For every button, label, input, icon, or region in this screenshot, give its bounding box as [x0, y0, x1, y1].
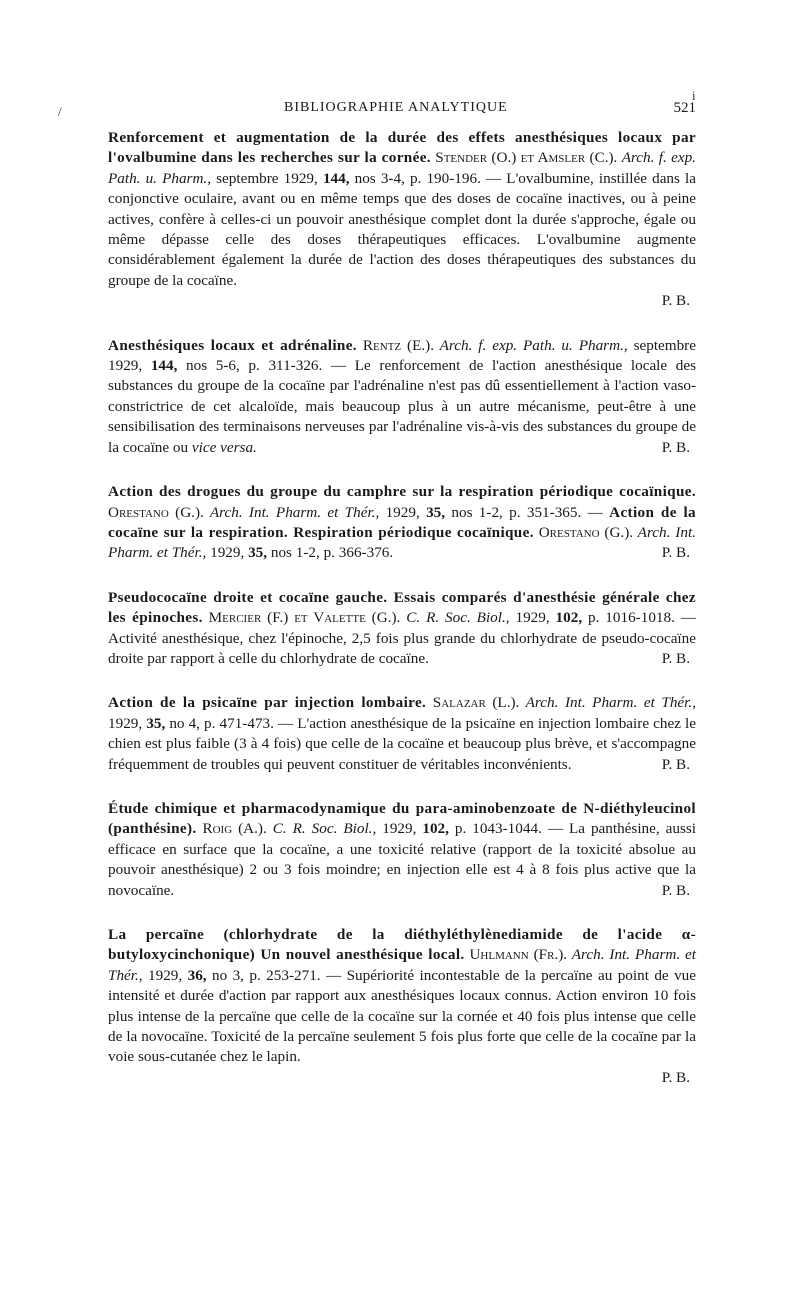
- page-number: 521: [673, 100, 696, 116]
- entry-volume: 102,: [422, 820, 449, 838]
- entry-ref-pages: no 3, p. 253-271.: [206, 966, 321, 984]
- entry-journal: Arch. Int. Pharm. et Thér.,: [108, 946, 696, 984]
- entry-volume: 36,: [187, 966, 207, 984]
- bibliography-entry: [108, 336, 696, 458]
- entry-signature: P. B.: [661, 292, 690, 310]
- entry-abstract: — La panthésine, aussi efficace en surface que la cocaïne, a une toxicité relative (rapport de la toxicité absolue au pouvoir anesthésique) 2 ou 3 fois moindre; en injection elle est 4 à 8 fois plus active que la novocaïne.: [108, 820, 697, 899]
- entry-ref-date-second: 1929,: [206, 544, 249, 562]
- entry-title: Renforcement et augmentation de la durée des effets anesthésiques locaux par l'ovalbumine dans les recherches sur la cornée.: [108, 129, 696, 167]
- entry-journal: Arch. Int. Pharm. et Thér.,: [519, 694, 696, 712]
- running-head-title: BIBLIOGRAPHIE ANALYTIQUE: [284, 100, 508, 115]
- bibliography-entry: [108, 482, 696, 564]
- entry-title: La percaïne (chlorhydrate de la diéthyléthylènediamide de l'acide α-butyloxycinchonique) Un nouvel anesthésique local.: [108, 926, 696, 964]
- entry-journal: Arch. f. exp. Path. u. Pharm.,: [434, 336, 628, 354]
- entry-journal: Arch. f. exp. Path. u. Pharm.,: [108, 149, 696, 187]
- bibliography-entry: [108, 693, 696, 775]
- entry-ref-pages: p. 1016-1018.: [582, 609, 675, 627]
- bibliography-entry: [108, 128, 696, 312]
- bibliography-entry: [108, 799, 696, 901]
- entry-journal: C. R. Soc. Biol.,: [266, 820, 377, 838]
- entry-abstract-italic: vice versa.: [191, 438, 257, 456]
- entry-title: Action de la psicaïne par injection lombaire.: [108, 694, 427, 712]
- entry-journal: C. R. Soc. Biol.,: [400, 609, 510, 627]
- entry-volume: 144,: [150, 357, 178, 375]
- entry-ref-pages: no 4, p. 471-473.: [165, 714, 274, 732]
- entry-ref-pages: p. 1043-1044.: [448, 820, 542, 838]
- entry-volume: 144,: [322, 169, 350, 187]
- entry-ref-pages-second: nos 1-2, p. 366-376.: [267, 544, 394, 562]
- entry-volume-second: 35,: [248, 544, 268, 562]
- entry-signature: P. B.: [661, 544, 690, 562]
- entry-title: Pseudococaïne droite et cocaïne gauche. Essais comparés d'anesthésie générale chez les épinoches.: [108, 588, 696, 627]
- entry-authors: Salazar (L.).: [426, 694, 520, 712]
- entry-authors: Mercier (F.) et Valette (G.).: [202, 609, 401, 627]
- entry-ref-date: 1929,: [108, 714, 147, 732]
- entry-abstract: — Activité anesthésique, chez l'épinoche, 2,5 fois plus grande du chlorhydrate de pseudo-cocaïne droite par rapport à celle du chlorhydrate de cocaïne.: [108, 609, 697, 667]
- entry-ref-date: septembre 1929,: [108, 336, 696, 375]
- entry-authors: Stender (O.) et Amsler (C.).: [435, 149, 618, 167]
- entry-signature: P. B.: [661, 649, 690, 667]
- entry-ref-date: 1929,: [376, 820, 423, 838]
- entry-journal-second: Arch. Int. Pharm. et Thér.,: [108, 523, 696, 562]
- entry-abstract: — L'ovalbumine, instillée dans la conjonctive oculaire, avant ou en même temps que des doses de cocaïne inactives, ou à peine actives, confère à celles-ci un pouvoir anesthésique complet dont la durée s'approche, égale ou même dépasse celle des doses thérapeutiques efficaces. L'ovalbumine augmente considérablement également la durée de l'action des doses thérapeutiques des substances du groupe de la cocaïne.: [108, 169, 696, 289]
- entry-authors-second: Orestano (G.).: [533, 523, 634, 541]
- entry-authors: Orestano (G.).: [108, 503, 204, 521]
- entry-authors: Uhlmann (Fr.).: [464, 946, 568, 964]
- entry-ref-pages: nos 3-4, p. 190-196.: [349, 169, 481, 187]
- entry-volume: 35,: [426, 503, 446, 521]
- running-header: [108, 100, 696, 124]
- entry-title: Action des drogues du groupe du camphre sur la respiration périodique cocaïnique.: [108, 483, 696, 501]
- entry-abstract: — L'action anesthésique de la psicaïne en injection lombaire chez le chien est plus faible (3 à 4 fois) que celle de la cocaïne et beaucoup plus brève, et s'accompagne fréquemment de troubles qui peuvent constituer de véritables inconvénients.: [108, 714, 696, 773]
- entry-ref-date: 1929,: [142, 966, 188, 984]
- entry-volume: 102,: [555, 609, 583, 627]
- entry-signature: P. B.: [661, 438, 690, 456]
- entry-ref-date: septembre 1929,: [211, 169, 323, 187]
- entry-authors: Roig (A.).: [196, 820, 267, 838]
- entry-ref-date: 1929,: [509, 609, 556, 627]
- entry-title: Étude chimique et pharmacodynamique du para-aminobenzoate de N-diéthyleucinol (panthésine).: [108, 799, 696, 838]
- entry-signature: P. B.: [661, 1068, 690, 1086]
- margin-mark: i: [692, 88, 696, 103]
- bibliography-entry: [108, 588, 696, 670]
- entry-ref-pages: nos 1-2, p. 351-365. —: [445, 503, 610, 521]
- entry-abstract: — Le renforcement de l'action anesthésique locale des substances du groupe de la cocaïne par l'adrénaline n'est pas dû essentiellement à l'action vaso-constrictrice de cet alcaloïde, mais beaucoup plus à un autre mécanisme, peut-être à une sensibilisation des terminaisons nerveuses par l'adrénaline vis-à-vis des substances du groupe de la cocaïne ou: [108, 357, 697, 456]
- entry-signature: P. B.: [661, 881, 690, 899]
- entry-signature: P. B.: [661, 755, 690, 773]
- text-column: [108, 128, 696, 1112]
- entry-volume: 35,: [146, 714, 166, 732]
- entry-authors: Rentz (E.).: [356, 336, 434, 354]
- entry-ref-date: 1929,: [379, 503, 427, 521]
- entry-ref-pages: nos 5-6, p. 311-326.: [177, 357, 323, 375]
- bibliography-entry: [108, 925, 696, 1088]
- margin-mark: /: [58, 104, 62, 119]
- entry-title-second: Action de la cocaïne sur la respiration. Respiration périodique cocaïnique.: [108, 503, 696, 541]
- entry-journal: Arch. Int. Pharm. et Thér.,: [203, 503, 380, 521]
- entry-abstract: — Supériorité incontestable de la percaïne au point de vue intensité et durée d'action par rapport aux anesthésiques locaux connus. Action environ 10 fois plus intense de la percaïne que celle de la cocaïne sur la cornée et 40 fois plus intense que celle de la novocaïne. Toxicité de la percaïne seulement 5 fois plus forte que celle de la cocaïne par la voie sous-cutanée chez le lapin.: [108, 966, 696, 1066]
- entry-title: Anesthésiques locaux et adrénaline.: [108, 336, 357, 354]
